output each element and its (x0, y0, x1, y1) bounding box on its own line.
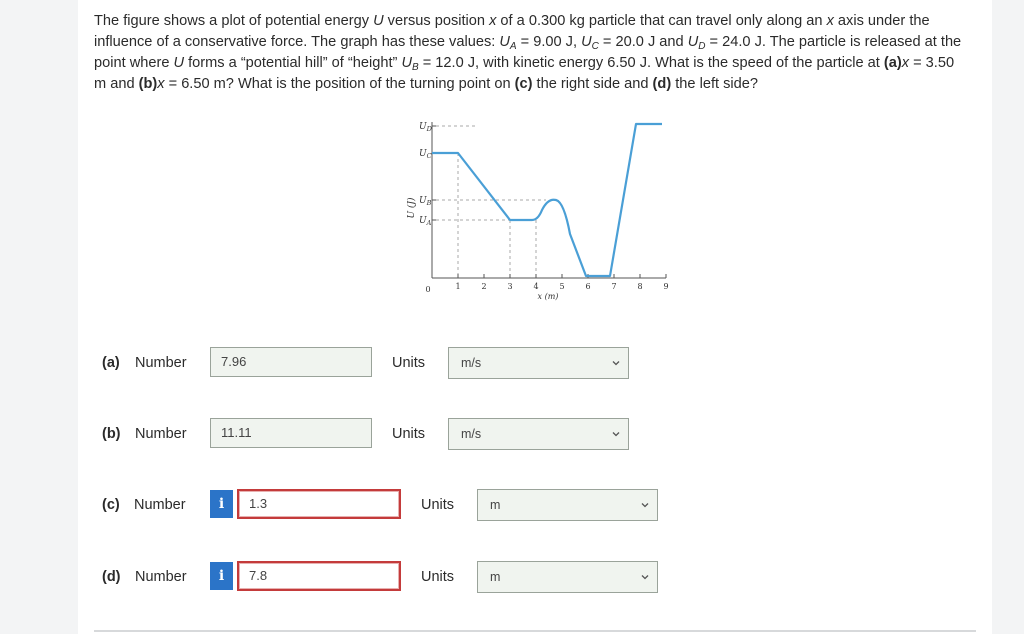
x-label-0: 0 (425, 285, 431, 294)
answer-row-c (0, 489, 1024, 523)
x-ticks (458, 274, 666, 278)
potential-energy-figure (390, 112, 680, 307)
part-label: (b) (102, 426, 121, 442)
units-label: Units (392, 355, 426, 371)
y-axis-title: U (J) (407, 197, 417, 219)
chevron-down-icon (639, 571, 651, 583)
units-select-d[interactable] (477, 561, 658, 593)
answer-row-b (0, 418, 1024, 452)
part-label: (c) (102, 497, 120, 513)
part-label: (a) (102, 355, 120, 371)
x-label-9: 9 (663, 282, 669, 291)
number-label: Number (135, 426, 187, 442)
y-label-ud: $U_D$ (419, 122, 432, 133)
x-label-4: 4 (533, 282, 539, 291)
section-divider (94, 630, 976, 632)
answer-input-d[interactable]: 7.8 (237, 561, 401, 591)
answer-row-d (0, 561, 1024, 595)
x-label-2: 2 (481, 282, 487, 291)
x-label-8: 8 (637, 282, 643, 291)
x-axis-title: x (m) (537, 292, 559, 301)
units-label: Units (421, 569, 455, 585)
units-select-b[interactable] (448, 418, 629, 450)
chevron-down-icon (610, 357, 622, 369)
units-selected-value: m/s (461, 356, 482, 370)
chevron-down-icon (610, 428, 622, 440)
units-select-a[interactable] (448, 347, 629, 379)
answer-input-c[interactable]: 1.3 (237, 489, 401, 519)
chevron-down-icon (639, 499, 651, 511)
units-selected-value: m/s (461, 427, 482, 441)
y-label-uc: $U_C$ (419, 149, 432, 160)
x-label-7: 7 (611, 282, 617, 291)
units-selected-value: m (490, 498, 501, 512)
y-label-ua: $U_A$ (419, 216, 432, 227)
number-label: Number (135, 569, 187, 585)
answer-input-a[interactable]: 7.96 (210, 347, 372, 377)
info-icon[interactable]: i (210, 490, 233, 518)
info-icon[interactable]: i (210, 562, 233, 590)
units-label: Units (392, 426, 426, 442)
number-label: Number (134, 497, 186, 513)
x-label-6: 6 (585, 282, 591, 291)
problem-statement: The figure shows a plot of potential energy U versus position x of a 0.300 kg particle that can travel only along an x axis under the influence of a conservative force. The graph has these values: $U_A = 9.00$ J, $U_C = 20.0$ J and $U_D = 24.0$ J. The particle is released at the point where U forms a “potential hill” of “height” $U_B = 12.0$ J, with kinetic energy 6.50 J. What is the speed of the particle at (a)x = 3.50 m and (b)x = 6.50 m? What is the position of the turning point on (c) the right side and (d) the left side? (94, 13, 962, 92)
units-selected-value: m (490, 570, 501, 584)
y-label-ub: $U_B$ (419, 196, 432, 207)
answer-row-a (0, 347, 1024, 381)
units-select-c[interactable] (477, 489, 658, 521)
number-label: Number (135, 355, 187, 371)
part-label: (d) (102, 569, 121, 585)
x-label-1: 1 (455, 282, 461, 291)
x-label-3: 3 (507, 282, 513, 291)
units-label: Units (421, 497, 455, 513)
x-label-5: 5 (559, 282, 565, 291)
question-card (78, 0, 992, 634)
answer-input-b[interactable]: 11.11 (210, 418, 372, 448)
